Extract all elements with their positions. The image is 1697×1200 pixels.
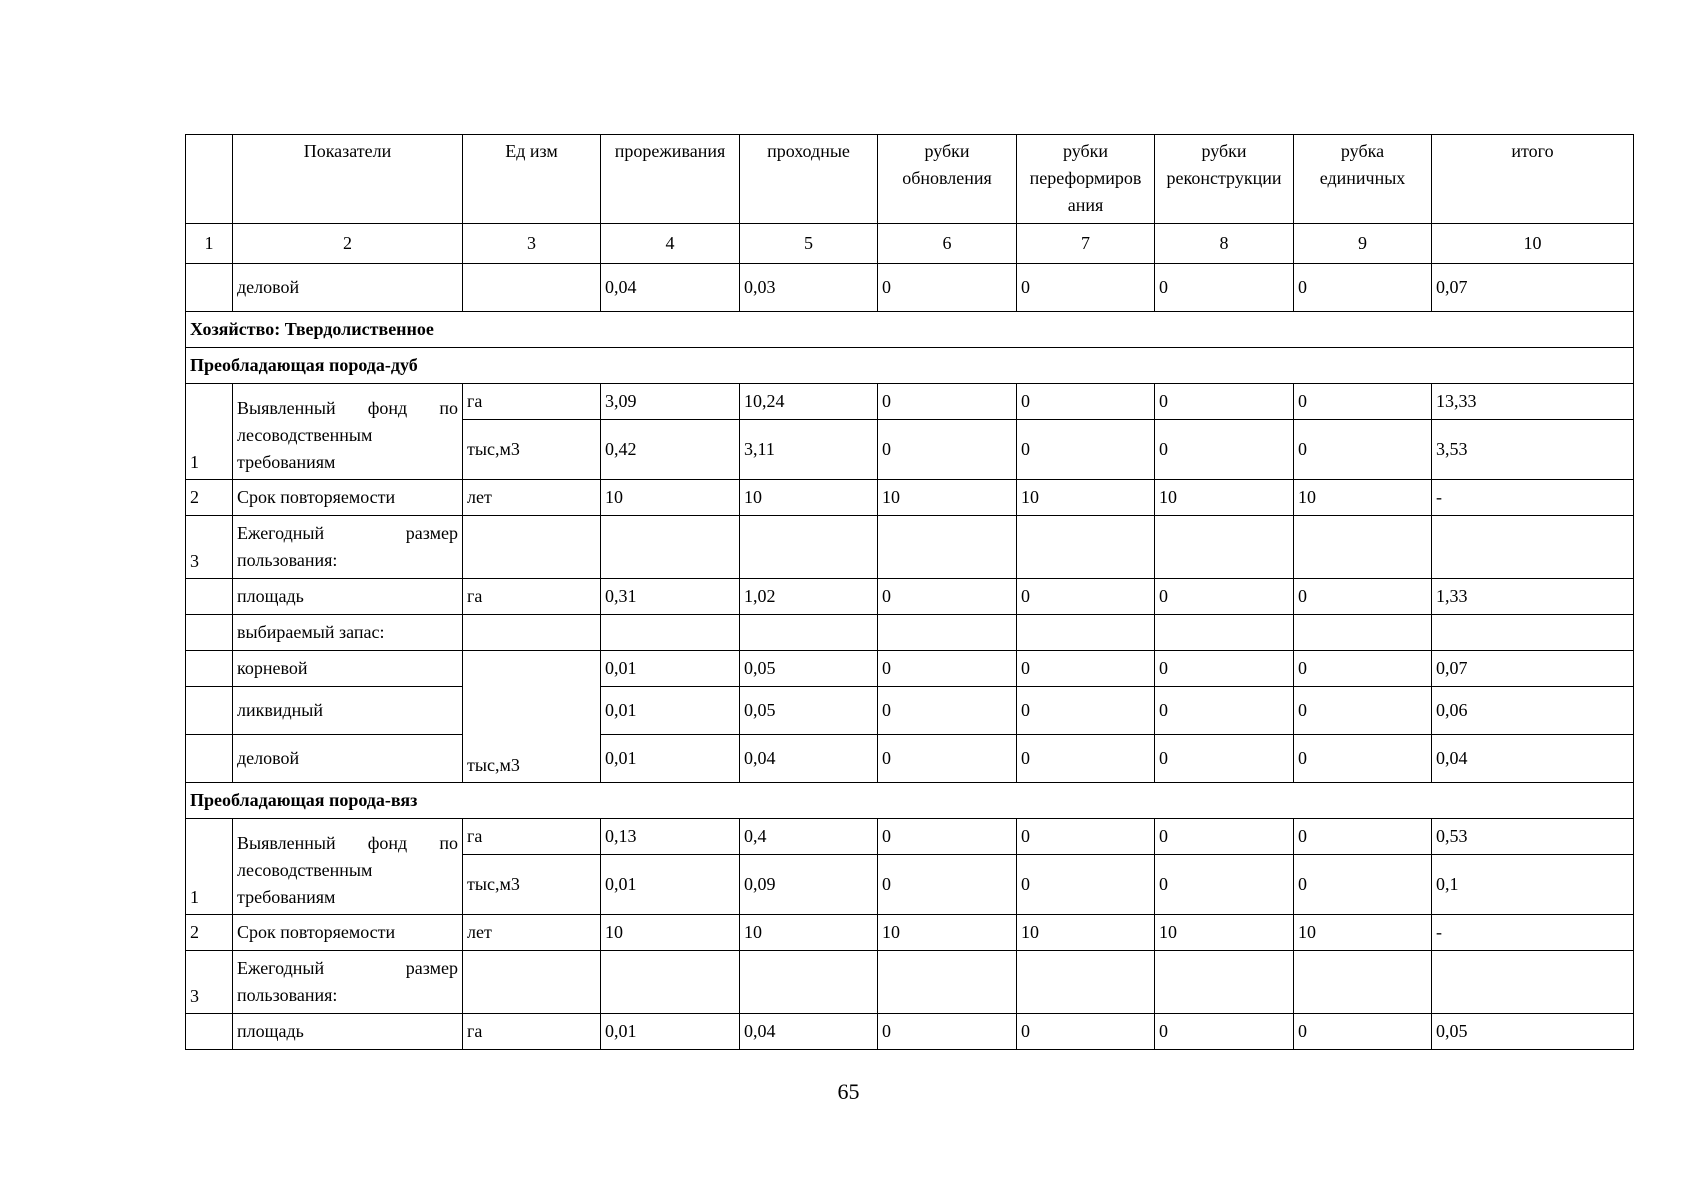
table-row (186, 615, 1634, 651)
value-cell: 0 (1017, 735, 1155, 783)
value-cell: 0 (1155, 735, 1294, 783)
table-header-row (186, 135, 1634, 224)
row-indicator: Ежегодный размер пользования: (233, 516, 463, 579)
value-cell: 0 (1017, 819, 1155, 855)
value-cell: 10 (1017, 480, 1155, 516)
value-cell: 0,01 (601, 855, 740, 915)
row-unit (463, 615, 601, 651)
row-unit: га (463, 384, 601, 420)
row-number: 1 (186, 819, 233, 915)
value-cell: 0 (1294, 264, 1432, 312)
value-cell (601, 615, 740, 651)
value-cell: 0,31 (601, 579, 740, 615)
section-elm-title: Преобладающая порода-вяз (186, 783, 1634, 819)
value-cell: 0 (1294, 855, 1432, 915)
value-cell: - (1432, 915, 1634, 951)
value-cell: 0 (1017, 420, 1155, 480)
value-cell (878, 516, 1017, 579)
row-unit: га (463, 1014, 601, 1050)
header-passage: проходные (740, 135, 878, 224)
value-cell: 0 (878, 579, 1017, 615)
value-cell: 0,04 (1432, 735, 1634, 783)
value-cell: 0 (1155, 384, 1294, 420)
value-cell: 10,24 (740, 384, 878, 420)
value-cell: 0 (1017, 579, 1155, 615)
column-number: 8 (1155, 224, 1294, 264)
value-cell: 0 (1017, 264, 1155, 312)
value-cell: 0 (1294, 651, 1432, 687)
row-indicator: Срок повторяемости (233, 480, 463, 516)
section-row (186, 312, 1634, 348)
value-cell: 10 (1017, 915, 1155, 951)
header-total: итого (1432, 135, 1634, 224)
value-cell: 0,01 (601, 651, 740, 687)
value-cell: 0,04 (601, 264, 740, 312)
value-cell (1294, 951, 1432, 1014)
value-cell: 0 (878, 819, 1017, 855)
value-cell: 0 (1155, 855, 1294, 915)
row-indicator: Срок повторяемости (233, 915, 463, 951)
header-indicators: Показатели (233, 135, 463, 224)
row-number: 2 (186, 915, 233, 951)
value-cell (1155, 516, 1294, 579)
value-cell: - (1432, 480, 1634, 516)
value-cell: 0 (878, 1014, 1017, 1050)
value-cell: 10 (740, 480, 878, 516)
value-cell: 0 (1155, 420, 1294, 480)
value-cell: 13,33 (1432, 384, 1634, 420)
table-row (186, 915, 1634, 951)
header-reconstruction: рубки реконструкции (1155, 135, 1294, 224)
table-row (186, 819, 1634, 855)
table-row (186, 1014, 1634, 1050)
row-indicator: деловой (233, 264, 463, 312)
header-thinning: прореживания (601, 135, 740, 224)
column-number: 7 (1017, 224, 1155, 264)
value-cell: 10 (740, 915, 878, 951)
value-cell (1294, 516, 1432, 579)
value-cell (601, 951, 740, 1014)
value-cell: 0 (1017, 1014, 1155, 1050)
column-number: 9 (1294, 224, 1432, 264)
value-cell (740, 951, 878, 1014)
page-number: 65 (837, 1079, 860, 1104)
row-number: 3 (186, 951, 233, 1014)
column-number: 10 (1432, 224, 1634, 264)
value-cell: 0,09 (740, 855, 878, 915)
value-cell: 0,01 (601, 687, 740, 735)
value-cell: 0 (1017, 687, 1155, 735)
value-cell (1017, 615, 1155, 651)
row-number (186, 615, 233, 651)
value-cell: 0 (1155, 687, 1294, 735)
header-single: рубка единичных (1294, 135, 1432, 224)
value-cell: 0 (1294, 735, 1432, 783)
value-cell: 10 (601, 915, 740, 951)
value-cell: 10 (1294, 915, 1432, 951)
value-cell (601, 516, 740, 579)
value-cell: 0 (1155, 579, 1294, 615)
value-cell (1294, 615, 1432, 651)
row-indicator: площадь (233, 1014, 463, 1050)
row-number (186, 264, 233, 312)
value-cell: 0 (878, 735, 1017, 783)
value-cell: 0 (1294, 384, 1432, 420)
value-cell: 0 (1017, 384, 1155, 420)
table-row (186, 951, 1634, 1014)
column-number: 5 (740, 224, 878, 264)
row-unit (463, 264, 601, 312)
row-unit: лет (463, 480, 601, 516)
value-cell (1432, 516, 1634, 579)
value-cell: 0,03 (740, 264, 878, 312)
table-row (186, 384, 1634, 420)
value-cell: 0,07 (1432, 264, 1634, 312)
value-cell: 0,05 (1432, 1014, 1634, 1050)
value-cell (1155, 615, 1294, 651)
row-unit: тыс,м3 (463, 420, 601, 480)
value-cell: 0 (878, 384, 1017, 420)
row-indicator: Ежегодный размер пользования: (233, 951, 463, 1014)
value-cell: 0,05 (740, 687, 878, 735)
row-number (186, 651, 233, 687)
value-cell: 0 (1155, 264, 1294, 312)
value-cell (878, 615, 1017, 651)
value-cell: 0,53 (1432, 819, 1634, 855)
value-cell: 0 (1294, 819, 1432, 855)
value-cell: 3,09 (601, 384, 740, 420)
value-cell (1017, 516, 1155, 579)
row-number (186, 735, 233, 783)
value-cell: 0 (1294, 579, 1432, 615)
value-cell: 0,06 (1432, 687, 1634, 735)
value-cell (878, 951, 1017, 1014)
row-indicator: ликвидный (233, 687, 463, 735)
value-cell: 0 (1155, 819, 1294, 855)
row-number: 2 (186, 480, 233, 516)
row-indicator: Выявленный фонд по лесоводственным требованиям (233, 819, 463, 915)
forest-use-table (185, 134, 1634, 1050)
value-cell: 0,01 (601, 735, 740, 783)
value-cell: 0 (878, 264, 1017, 312)
value-cell: 0 (1294, 687, 1432, 735)
value-cell: 0 (878, 855, 1017, 915)
value-cell: 0 (1017, 651, 1155, 687)
column-number: 1 (186, 224, 233, 264)
value-cell (1432, 951, 1634, 1014)
table-row (186, 516, 1634, 579)
row-number (186, 579, 233, 615)
value-cell: 10 (878, 480, 1017, 516)
column-number: 6 (878, 224, 1017, 264)
value-cell: 0,1 (1432, 855, 1634, 915)
table-row (186, 579, 1634, 615)
row-unit: лет (463, 915, 601, 951)
header-number-cell (186, 135, 233, 224)
row-number: 3 (186, 516, 233, 579)
row-number (186, 1014, 233, 1050)
column-number: 3 (463, 224, 601, 264)
value-cell: 0,04 (740, 735, 878, 783)
table-row (186, 480, 1634, 516)
value-cell: 3,53 (1432, 420, 1634, 480)
row-indicator: площадь (233, 579, 463, 615)
section-economy-title: Хозяйство: Твердолиственное (186, 312, 1634, 348)
row-unit: га (463, 579, 601, 615)
table-row (186, 735, 1634, 783)
value-cell: 0 (1017, 855, 1155, 915)
row-indicator: выбираемый запас: (233, 615, 463, 651)
header-reformation: рубки переформиров ания (1017, 135, 1155, 224)
value-cell: 10 (1155, 480, 1294, 516)
table-row (186, 651, 1634, 687)
value-cell: 0,4 (740, 819, 878, 855)
value-cell: 3,11 (740, 420, 878, 480)
value-cell: 0,07 (1432, 651, 1634, 687)
value-cell (740, 516, 878, 579)
value-cell: 0 (1294, 420, 1432, 480)
table-row (186, 264, 1634, 312)
value-cell: 0,42 (601, 420, 740, 480)
column-number: 2 (233, 224, 463, 264)
value-cell: 0,05 (740, 651, 878, 687)
row-unit: га (463, 819, 601, 855)
value-cell (740, 615, 878, 651)
value-cell: 10 (601, 480, 740, 516)
value-cell: 0 (1155, 651, 1294, 687)
value-cell: 0 (878, 687, 1017, 735)
section-oak-title: Преобладающая порода-дуб (186, 348, 1634, 384)
section-row (186, 348, 1634, 384)
value-cell: 0 (878, 651, 1017, 687)
row-indicator: деловой (233, 735, 463, 783)
table-row (186, 687, 1634, 735)
value-cell: 10 (1294, 480, 1432, 516)
row-unit: тыс,м3 (463, 651, 601, 783)
header-unit: Ед изм (463, 135, 601, 224)
value-cell: 0 (1294, 1014, 1432, 1050)
column-number-row (186, 224, 1634, 264)
value-cell: 0,01 (601, 1014, 740, 1050)
value-cell (1155, 951, 1294, 1014)
row-unit (463, 516, 601, 579)
value-cell (1017, 951, 1155, 1014)
row-unit: тыс,м3 (463, 855, 601, 915)
row-number (186, 687, 233, 735)
value-cell: 0 (878, 420, 1017, 480)
value-cell: 0,13 (601, 819, 740, 855)
value-cell: 0,04 (740, 1014, 878, 1050)
value-cell (1432, 615, 1634, 651)
row-number: 1 (186, 384, 233, 480)
section-row (186, 783, 1634, 819)
value-cell: 10 (1155, 915, 1294, 951)
value-cell: 10 (878, 915, 1017, 951)
value-cell: 1,02 (740, 579, 878, 615)
column-number: 4 (601, 224, 740, 264)
row-indicator: Выявленный фонд по лесоводственным требованиям (233, 384, 463, 480)
value-cell: 1,33 (1432, 579, 1634, 615)
header-renewal: рубки обновления (878, 135, 1017, 224)
value-cell: 0 (1155, 1014, 1294, 1050)
row-unit (463, 951, 601, 1014)
row-indicator: корневой (233, 651, 463, 687)
